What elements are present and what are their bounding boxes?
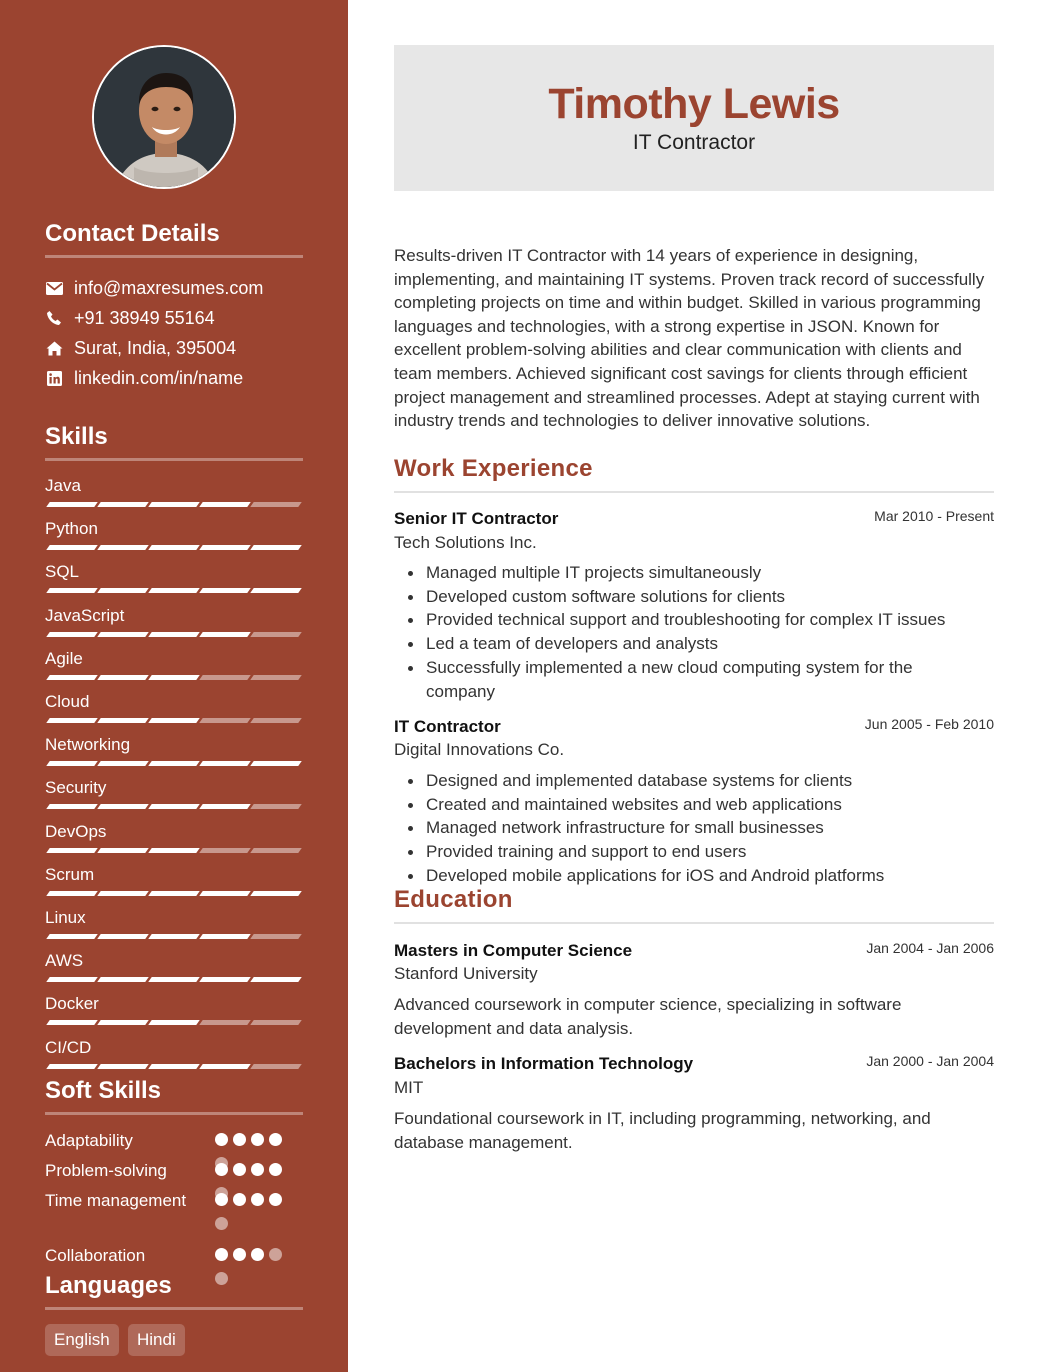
contact-phone[interactable] bbox=[45, 306, 215, 330]
envelope-icon bbox=[45, 279, 63, 297]
school-name: Stanford University bbox=[394, 964, 538, 983]
skill-level-bar bbox=[45, 502, 303, 508]
degree-title: Masters in Computer Science bbox=[394, 941, 633, 960]
skill-level-segment bbox=[199, 761, 251, 766]
soft-skill-item bbox=[45, 1190, 303, 1213]
skill-item bbox=[45, 605, 303, 627]
skill-name: Agile bbox=[45, 648, 83, 668]
skill-level-segment bbox=[250, 977, 302, 982]
skill-level-segment bbox=[250, 632, 302, 637]
soft-skills-heading: Soft Skills bbox=[45, 1077, 162, 1104]
list-item: Created and maintained websites and web applications bbox=[426, 793, 996, 817]
skill-item bbox=[45, 518, 303, 540]
skill-level-segment bbox=[199, 632, 251, 637]
rating-dot bbox=[233, 1193, 246, 1206]
skills-divider bbox=[45, 458, 303, 461]
skill-level-segment bbox=[97, 1020, 149, 1025]
skill-item bbox=[45, 993, 303, 1015]
contact-address bbox=[45, 336, 236, 360]
rating-dot bbox=[251, 1248, 264, 1261]
contact-linkedin[interactable] bbox=[45, 366, 243, 390]
rating-dot bbox=[269, 1133, 282, 1146]
skill-level-segment bbox=[97, 588, 149, 593]
skill-name: Docker bbox=[45, 994, 99, 1014]
skill-level-segment bbox=[148, 632, 200, 637]
contact-divider bbox=[45, 255, 303, 258]
skill-level-segment bbox=[199, 804, 251, 809]
skill-level-segment bbox=[148, 502, 200, 507]
soft-skill-rating bbox=[215, 1130, 295, 1146]
skill-level-segment bbox=[46, 977, 98, 982]
degree-description: Foundational coursework in IT, including programming, networking, and database management. bbox=[394, 1109, 931, 1152]
job-bullets bbox=[426, 769, 996, 888]
soft-skill-item bbox=[45, 1160, 303, 1183]
skill-level-segment bbox=[97, 891, 149, 896]
skill-level-segment bbox=[199, 934, 251, 939]
soft-skill-name: Adaptability bbox=[45, 1131, 133, 1150]
skill-level-segment bbox=[199, 1064, 251, 1069]
skill-level-bar bbox=[45, 977, 303, 983]
skill-level-segment bbox=[250, 761, 302, 766]
rating-dot bbox=[233, 1133, 246, 1146]
skill-level-segment bbox=[250, 848, 302, 853]
skill-level-segment bbox=[199, 718, 251, 723]
skill-level-segment bbox=[97, 675, 149, 680]
skill-name: CI/CD bbox=[45, 1037, 92, 1057]
skill-level-segment bbox=[97, 848, 149, 853]
skill-name: AWS bbox=[45, 951, 84, 971]
skill-level-segment bbox=[250, 1020, 302, 1025]
skill-item bbox=[45, 1037, 303, 1059]
skill-level-segment bbox=[148, 588, 200, 593]
skill-level-segment bbox=[148, 804, 200, 809]
skill-name: JavaScript bbox=[45, 605, 125, 625]
rating-dot bbox=[269, 1163, 282, 1176]
skill-level-segment bbox=[199, 1020, 251, 1025]
rating-dot bbox=[215, 1248, 228, 1261]
skill-level-segment bbox=[97, 1064, 149, 1069]
skill-level-segment bbox=[46, 545, 98, 550]
soft-skill-item bbox=[45, 1130, 303, 1153]
skill-level-segment bbox=[46, 1020, 98, 1025]
soft-skills-divider bbox=[45, 1112, 303, 1115]
rating-dot bbox=[215, 1163, 228, 1176]
candidate-title: IT Contractor bbox=[632, 131, 756, 154]
skill-level-segment bbox=[199, 502, 251, 507]
list-item: Designed and implemented database systems for clients bbox=[426, 769, 996, 793]
skill-level-bar bbox=[45, 934, 303, 940]
skill-level-segment bbox=[46, 848, 98, 853]
skill-level-segment bbox=[97, 545, 149, 550]
skill-level-segment bbox=[46, 934, 98, 939]
skill-name: Linux bbox=[45, 908, 86, 927]
address-text: Surat, India, 395004 bbox=[74, 337, 237, 358]
languages-heading: Languages bbox=[45, 1272, 172, 1299]
rating-dot bbox=[233, 1163, 246, 1176]
skill-level-bar bbox=[45, 718, 303, 724]
rating-dot bbox=[233, 1248, 246, 1261]
skill-name: Java bbox=[45, 476, 81, 495]
rating-dot bbox=[251, 1133, 264, 1146]
skill-level-segment bbox=[250, 675, 302, 680]
skill-level-segment bbox=[46, 1064, 98, 1069]
skill-level-segment bbox=[148, 545, 200, 550]
skill-level-bar bbox=[45, 588, 303, 594]
skill-item bbox=[45, 648, 303, 670]
skill-level-segment bbox=[46, 632, 98, 637]
degree-title: Bachelors in Information Technology bbox=[394, 1054, 694, 1073]
skills-heading: Skills bbox=[45, 423, 108, 450]
skill-item bbox=[45, 691, 303, 713]
rating-dot bbox=[215, 1193, 228, 1206]
skill-level-bar bbox=[45, 804, 303, 810]
soft-skill-name: Collaboration bbox=[45, 1246, 146, 1265]
soft-skill-rating bbox=[215, 1160, 295, 1176]
contact-email[interactable] bbox=[45, 276, 263, 300]
list-item: Developed custom software solutions for clients bbox=[426, 585, 996, 609]
list-item: Led a team of developers and analysts bbox=[426, 632, 996, 656]
list-item: Developed mobile applications for iOS and Android platforms bbox=[426, 864, 996, 888]
list-item: Provided training and support to end users bbox=[426, 840, 996, 864]
list-item: Managed network infrastructure for small businesses bbox=[426, 816, 996, 840]
skill-level-segment bbox=[148, 718, 200, 723]
list-item: Managed multiple IT projects simultaneously bbox=[426, 561, 996, 585]
candidate-name: Timothy Lewis bbox=[548, 80, 840, 128]
skill-level-segment bbox=[250, 804, 302, 809]
sidebar bbox=[0, 0, 348, 1372]
job-company: Tech Solutions Inc. bbox=[394, 533, 537, 552]
skill-item bbox=[45, 864, 303, 886]
linkedin-text: linkedin.com/in/name bbox=[74, 367, 244, 388]
skill-level-segment bbox=[250, 718, 302, 723]
rating-dot bbox=[251, 1163, 264, 1176]
skill-level-segment bbox=[46, 761, 98, 766]
school-name: MIT bbox=[394, 1078, 424, 1097]
skill-level-segment bbox=[148, 848, 200, 853]
skill-level-segment bbox=[46, 588, 98, 593]
rating-dot bbox=[215, 1217, 228, 1230]
skill-item bbox=[45, 777, 303, 799]
language-tag: Hindi bbox=[128, 1324, 185, 1356]
skill-level-segment bbox=[199, 545, 251, 550]
avatar-icon bbox=[94, 47, 236, 189]
soft-skill-name: Problem-solving bbox=[45, 1161, 167, 1180]
skill-level-segment bbox=[97, 761, 149, 766]
skill-level-bar bbox=[45, 891, 303, 897]
skill-level-segment bbox=[46, 675, 98, 680]
job-company: Digital Innovations Co. bbox=[394, 740, 565, 759]
skill-level-segment bbox=[148, 934, 200, 939]
skill-item bbox=[45, 561, 303, 583]
skill-level-segment bbox=[46, 804, 98, 809]
rating-dot bbox=[251, 1193, 264, 1206]
job-dates: Mar 2010 - Present bbox=[874, 508, 994, 524]
skill-level-segment bbox=[148, 891, 200, 896]
skill-name: Cloud bbox=[45, 692, 90, 711]
skill-level-segment bbox=[250, 588, 302, 593]
work-divider bbox=[394, 491, 994, 493]
skill-level-bar bbox=[45, 632, 303, 638]
skill-level-segment bbox=[250, 934, 302, 939]
skill-level-segment bbox=[250, 545, 302, 550]
degree-dates: Jan 2000 - Jan 2004 bbox=[866, 1053, 994, 1069]
linkedin-icon bbox=[45, 369, 63, 387]
soft-skill-rating bbox=[215, 1245, 295, 1261]
list-item: Successfully implemented a new cloud computing system for the company bbox=[426, 656, 966, 703]
job-bullets bbox=[426, 561, 996, 703]
skill-level-segment bbox=[199, 675, 251, 680]
skill-name: Security bbox=[45, 778, 107, 798]
home-icon bbox=[45, 339, 63, 357]
work-experience-heading: Work Experience bbox=[394, 455, 593, 482]
skill-level-bar bbox=[45, 761, 303, 767]
skill-level-segment bbox=[97, 718, 149, 723]
education-divider bbox=[394, 922, 994, 924]
skill-level-segment bbox=[46, 502, 98, 507]
skill-item bbox=[45, 475, 303, 497]
phone-text: +91 38949 55164 bbox=[74, 307, 215, 328]
profile-photo bbox=[92, 45, 236, 189]
skill-level-bar bbox=[45, 1020, 303, 1026]
name-header bbox=[394, 45, 994, 191]
education-heading: Education bbox=[394, 886, 513, 913]
skill-level-segment bbox=[199, 977, 251, 982]
phone-icon bbox=[45, 309, 63, 327]
skill-level-segment bbox=[199, 848, 251, 853]
skill-name: DevOps bbox=[45, 821, 107, 841]
skill-level-segment bbox=[148, 977, 200, 982]
degree-dates: Jan 2004 - Jan 2006 bbox=[866, 940, 994, 956]
skill-level-segment bbox=[250, 1064, 302, 1069]
skill-level-segment bbox=[199, 588, 251, 593]
job-dates: Jun 2005 - Feb 2010 bbox=[864, 716, 994, 732]
skill-name: Networking bbox=[45, 735, 131, 755]
skill-item bbox=[45, 950, 303, 972]
skill-level-bar bbox=[45, 1064, 303, 1070]
skill-level-segment bbox=[97, 632, 149, 637]
skill-item bbox=[45, 821, 303, 843]
skill-level-segment bbox=[250, 502, 302, 507]
rating-dot bbox=[269, 1193, 282, 1206]
contact-heading: Contact Details bbox=[45, 220, 220, 247]
rating-dot bbox=[269, 1248, 282, 1261]
skill-level-bar bbox=[45, 545, 303, 551]
skill-level-segment bbox=[97, 977, 149, 982]
language-tag: English bbox=[45, 1324, 119, 1356]
degree-description: Advanced coursework in computer science, specializing in software development and data analysis. bbox=[394, 995, 902, 1038]
skill-level-segment bbox=[97, 934, 149, 939]
skill-level-segment bbox=[148, 761, 200, 766]
skill-level-segment bbox=[148, 675, 200, 680]
soft-skill-item bbox=[45, 1245, 303, 1268]
job-title: Senior IT Contractor bbox=[394, 509, 559, 528]
skill-name: SQL bbox=[45, 562, 80, 582]
languages-divider bbox=[45, 1307, 303, 1310]
rating-dot bbox=[215, 1272, 228, 1285]
rating-dot bbox=[215, 1133, 228, 1146]
soft-skill-rating bbox=[215, 1190, 295, 1206]
skill-level-bar bbox=[45, 848, 303, 854]
skill-level-segment bbox=[97, 502, 149, 507]
skill-level-segment bbox=[97, 804, 149, 809]
email-text: info@maxresumes.com bbox=[74, 277, 264, 298]
skill-level-segment bbox=[199, 891, 251, 896]
skill-level-segment bbox=[250, 891, 302, 896]
summary-text: Results-driven IT Contractor with 14 years of experience in designing, implementing, and maintaining IT systems. Proven track record of successfully completing projects on time and within budget. Skilled in various programming languages and technologies, with a strong expertise in JSON. Known for excellent problem-solving abilities and clear communication with clients and team members. Achieved significant cost savings for clients through efficient project management and streamlined processes. Adept at staying current with industry trends and technologies to deliver innovative solutions. bbox=[394, 246, 985, 431]
skill-level-bar bbox=[45, 675, 303, 681]
skill-item bbox=[45, 907, 303, 929]
skill-level-segment bbox=[148, 1064, 200, 1069]
job-title: IT Contractor bbox=[394, 717, 501, 736]
skill-level-segment bbox=[148, 1020, 200, 1025]
soft-skill-name: Time management bbox=[45, 1191, 187, 1210]
skill-level-segment bbox=[46, 891, 98, 896]
skill-name: Scrum bbox=[45, 864, 95, 884]
skill-name: Python bbox=[45, 519, 98, 539]
list-item: Provided technical support and troubleshooting for complex IT issues bbox=[426, 608, 996, 632]
skill-level-segment bbox=[46, 718, 98, 723]
skill-item bbox=[45, 734, 303, 756]
